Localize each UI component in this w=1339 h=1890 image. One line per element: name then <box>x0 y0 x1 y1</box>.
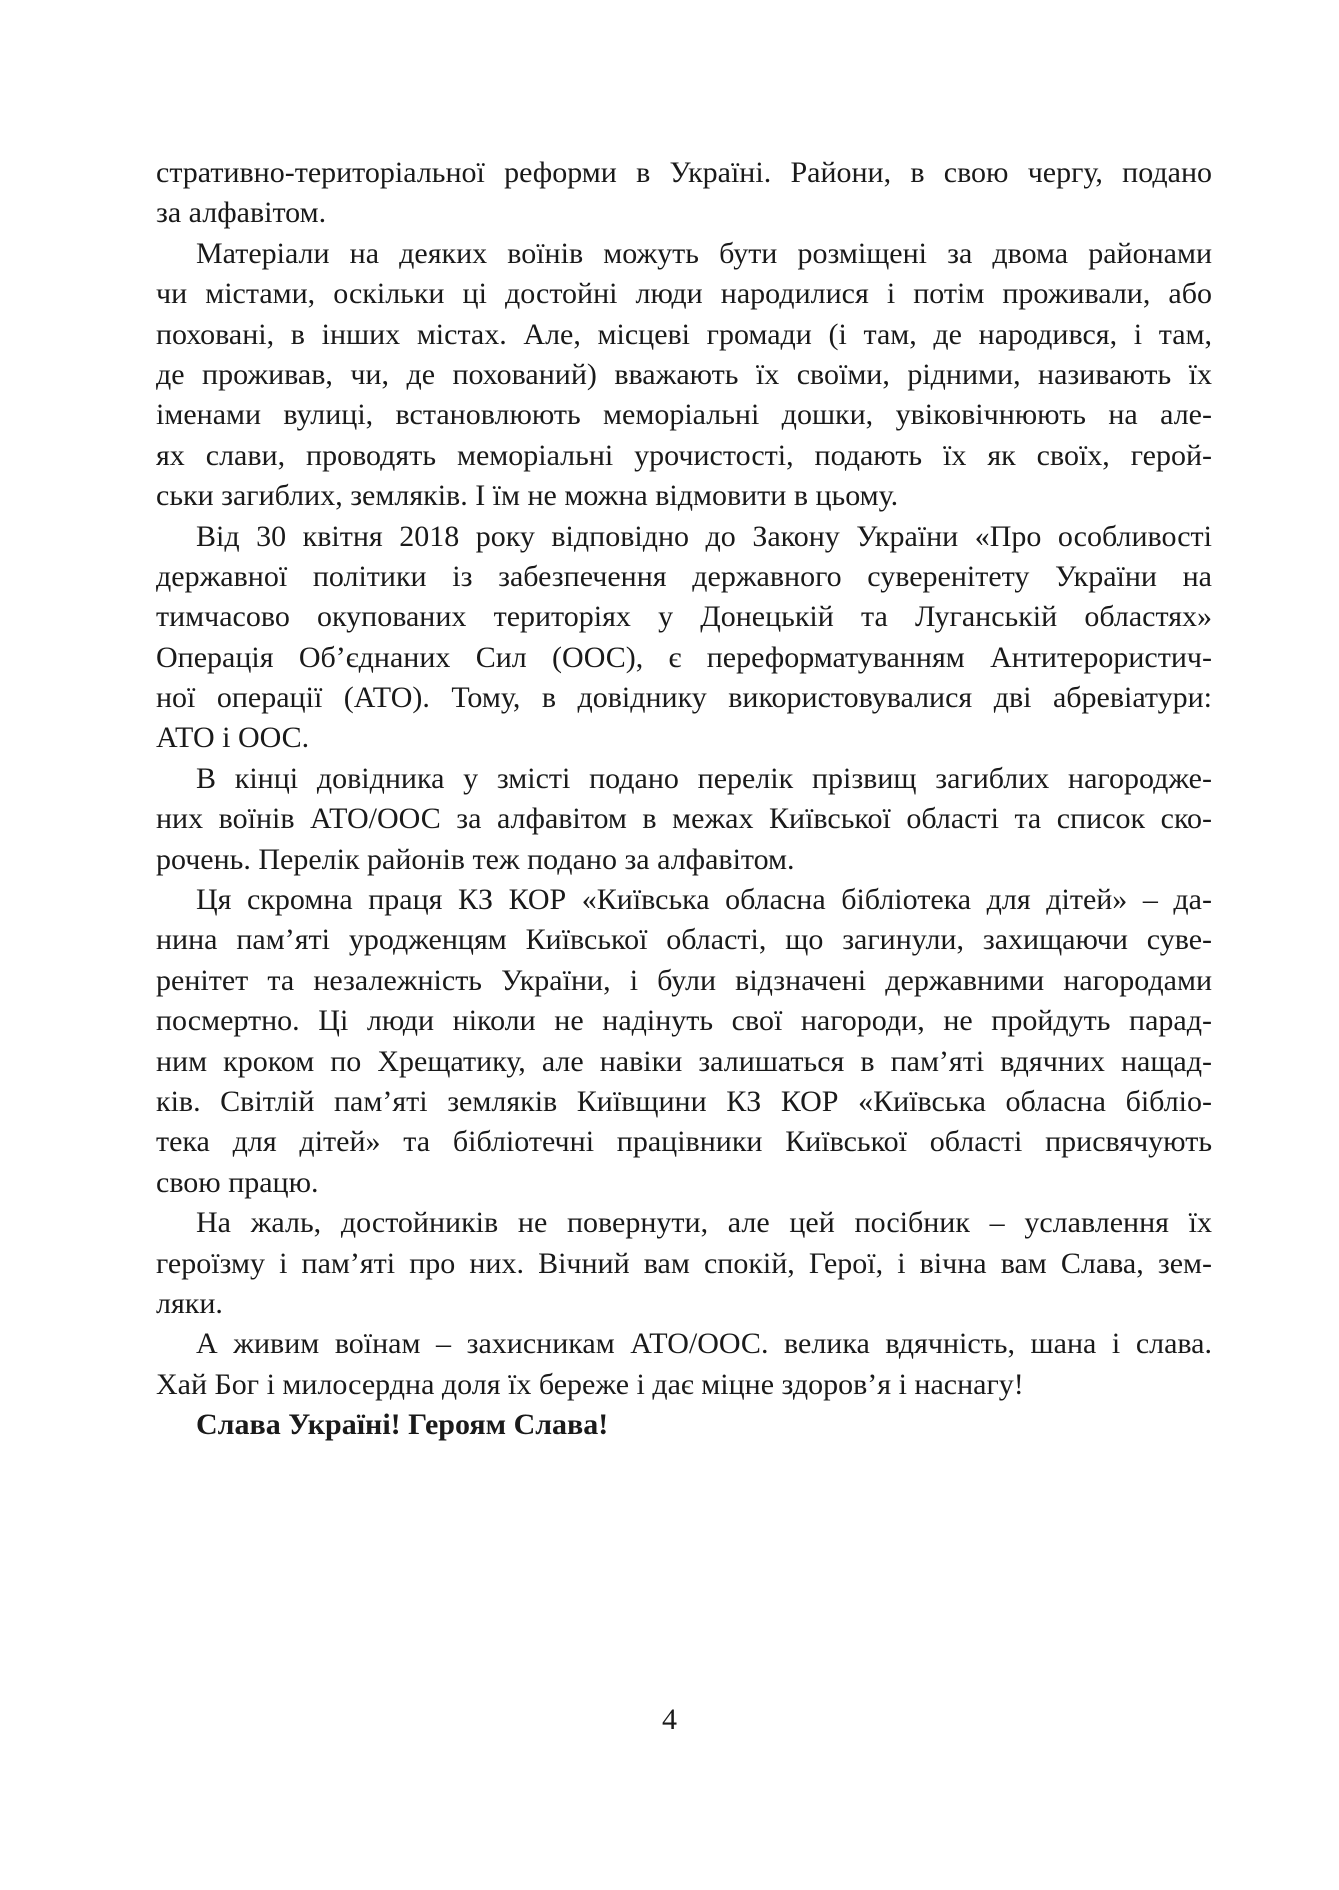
text-line: Операція Об’єднаних Сил (ООС), є переформатуванням Антитерористич- <box>156 640 1212 674</box>
text-line: АТО і ООС. <box>156 721 310 755</box>
text-line: них воїнів АТО/ООС за алфавітом в межах Київської області та список ско- <box>156 802 1212 836</box>
text-line: ної операції (АТО). Тому, в довіднику використовувалися дві абревіатури: <box>156 681 1212 715</box>
text-line: нина пам’яті уродженцям Київської області, що загинули, захищаючи суве- <box>156 923 1212 957</box>
closing-slogan: Слава Україні! Героям Слава! <box>196 1408 609 1442</box>
text-line: свою працю. <box>156 1165 319 1199</box>
text-line: стративно-територіальної реформи в Україні. Райони, в свою чергу, подано <box>156 156 1212 189</box>
text-line: Матеріали на деяких воїнів можуть бути розміщені за двома районами <box>196 236 1212 270</box>
text-line: чи містами, оскільки ці достойні люди народилися і потім проживали, або <box>156 277 1212 311</box>
text-line: На жаль, достойників не повернути, але цей посібник – уславлення їх <box>196 1206 1212 1240</box>
text-line: за алфавітом. <box>156 196 327 230</box>
text-line: іменами вулиці, встановлюють меморіальні дошки, увіковічнюють на але- <box>156 398 1212 432</box>
text-line: ях слави, проводять меморіальні урочистості, подають їх як своїх, герой- <box>156 438 1212 472</box>
text-line: Від 30 квітня 2018 року відповідно до Закону України «Про особливості <box>196 519 1212 553</box>
text-line: ськи загиблих, земляків. І їм не можна відмовити в цьому. <box>156 479 899 513</box>
text-line: В кінці довідника у змісті подано перелік прізвищ загиблих нагородже- <box>196 761 1212 795</box>
text-line: де проживав, чи, де похований) вважають їх своїми, рідними, називають їх <box>156 357 1212 391</box>
text-line: ляки. <box>156 1286 223 1320</box>
text-line: поховані, в інших містах. Але, місцеві громади (і там, де народився, і там, <box>156 317 1212 351</box>
text-line: посмертно. Ці люди ніколи не надінуть свої нагороди, не пройдуть парад- <box>156 1004 1212 1038</box>
body-text <box>156 153 1212 1446</box>
text-line: ним кроком по Хрещатику, але навіки залишаться в пам’яті вдячних нащад- <box>156 1044 1212 1078</box>
text-line: А живим воїнам – захисникам АТО/ООС. велика вдячність, шана і слава. <box>196 1327 1212 1361</box>
text-line: тека для дітей» та бібліотечні працівники Київської області присвячують <box>156 1125 1212 1159</box>
text-line: тимчасово окупованих територіях у Донецькій та Луганській областях» <box>156 600 1212 634</box>
text-line: державної політики із забезпечення державного суверенітету України на <box>156 559 1212 593</box>
text-line: героїзму і пам’яті про них. Вічний вам спокій, Герої, і вічна вам Слава, зем- <box>156 1246 1212 1280</box>
text-line: Ця скромна праця КЗ КОР «Київська обласна бібліотека для дітей» – да- <box>196 883 1212 917</box>
text-line: ренітет та незалежність України, і були відзначені державними нагородами <box>156 963 1212 997</box>
page-number: 4 <box>662 1703 677 1736</box>
text-line: рочень. Перелік районів теж подано за алфавітом. <box>156 842 795 876</box>
text-line: ків. Світлій пам’яті земляків Київщини КЗ КОР «Київська обласна бібліо- <box>156 1084 1212 1118</box>
text-line: Хай Бог і милосердна доля їх береже і дає міцне здоров’я і наснагу! <box>156 1367 1024 1401</box>
